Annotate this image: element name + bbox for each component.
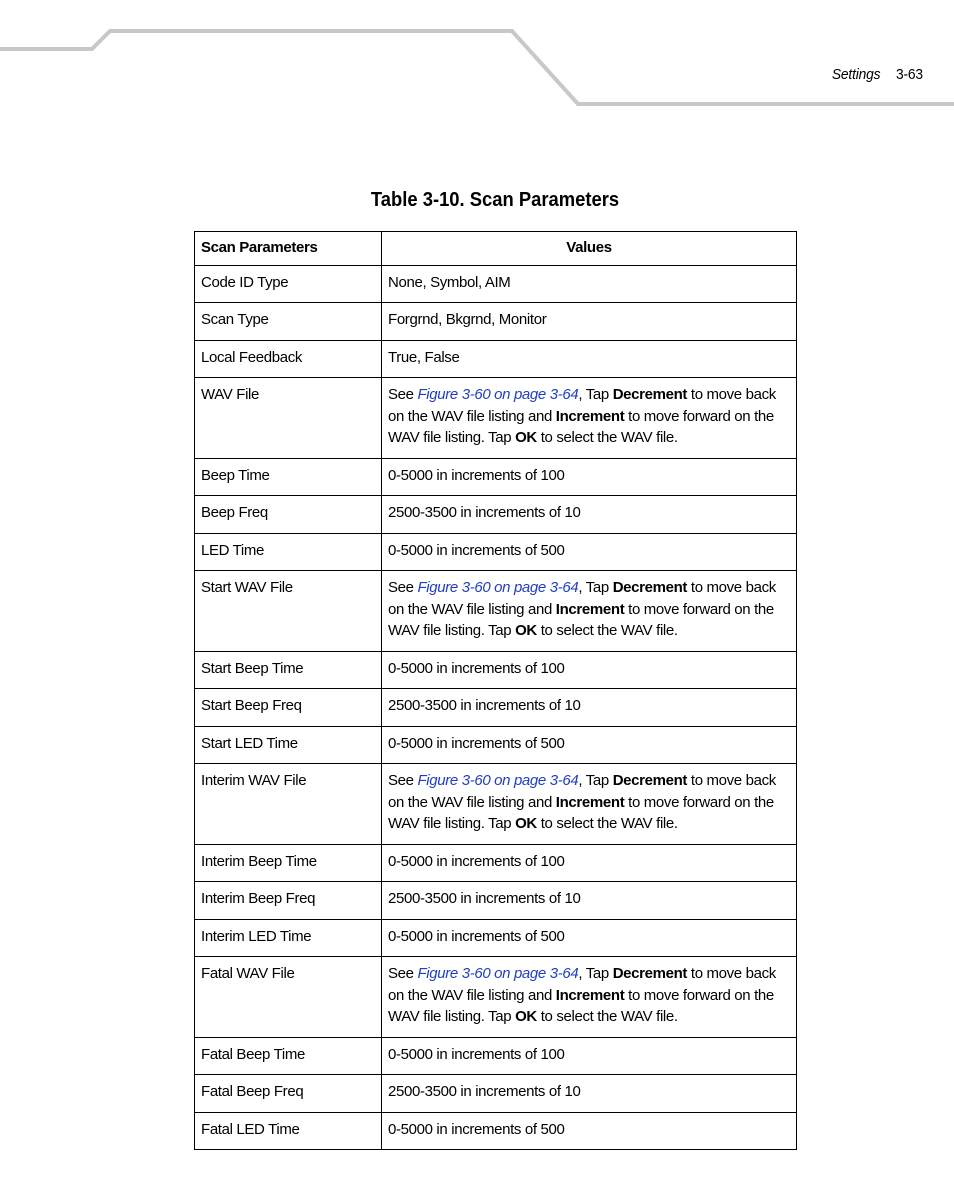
ok-term: OK — [515, 815, 537, 832]
value-text: to move forward on the WAV file listing. Tap — [388, 793, 774, 832]
value-text: to move back on the WAV file listing and — [388, 579, 776, 618]
parameter-name: Code ID Type — [195, 265, 382, 303]
scan-parameters-table — [194, 231, 797, 1150]
parameter-value: 0-5000 in increments of 100 — [382, 1037, 797, 1075]
value-text: See — [388, 386, 418, 403]
parameter-value: 0-5000 in increments of 100 — [382, 844, 797, 882]
table-body — [195, 265, 797, 1150]
increment-term: Increment — [555, 407, 625, 425]
parameter-name: WAV File — [195, 378, 382, 459]
table-row — [195, 844, 797, 882]
value-text: to select the WAV file. — [536, 429, 678, 446]
value-text: to move back on the WAV file listing and — [388, 772, 776, 811]
table-row — [195, 919, 797, 957]
value-text: to move back on the WAV file listing and — [388, 965, 776, 1004]
decrement-term: Decrement — [612, 772, 688, 789]
table-row — [195, 340, 797, 378]
parameter-value: None, Symbol, AIM — [382, 265, 797, 303]
parameter-name: Fatal Beep Freq — [195, 1075, 382, 1113]
parameter-name: Start WAV File — [195, 571, 382, 652]
parameter-name: Interim WAV File — [195, 764, 382, 845]
parameter-value: 2500-3500 in increments of 10 — [382, 882, 797, 920]
parameter-value: 0-5000 in increments of 100 — [382, 651, 797, 689]
figure-cross-reference-link[interactable]: Figure 3-60 on page 3-64 — [417, 965, 579, 982]
table-row — [195, 764, 797, 845]
table-row — [195, 303, 797, 341]
table-row — [195, 726, 797, 764]
parameter-value: 2500-3500 in increments of 10 — [382, 1075, 797, 1113]
value-text: to select the WAV file. — [536, 622, 678, 639]
parameter-name: Beep Freq — [195, 496, 382, 534]
parameter-value: 2500-3500 in increments of 10 — [382, 689, 797, 727]
parameter-value: 0-5000 in increments of 500 — [382, 726, 797, 764]
header-decorative-rule — [0, 0, 954, 110]
parameter-value: 0-5000 in increments of 500 — [382, 1112, 797, 1150]
page-number: 3-63 — [896, 66, 923, 83]
table-row — [195, 1037, 797, 1075]
parameter-name: Scan Type — [195, 303, 382, 341]
parameter-name: Fatal Beep Time — [195, 1037, 382, 1075]
parameter-value — [382, 571, 797, 652]
value-text: , Tap — [578, 965, 613, 982]
ok-term: OK — [515, 1008, 537, 1025]
parameter-name: Interim LED Time — [195, 919, 382, 957]
parameter-value: 0-5000 in increments of 500 — [382, 533, 797, 571]
table-row — [195, 378, 797, 459]
table-row — [195, 496, 797, 534]
table-row — [195, 265, 797, 303]
parameter-name: Fatal WAV File — [195, 957, 382, 1038]
table-row — [195, 458, 797, 496]
parameter-value: Forgrnd, Bkgrnd, Monitor — [382, 303, 797, 341]
parameter-name: Local Feedback — [195, 340, 382, 378]
ok-term: OK — [515, 429, 537, 446]
figure-cross-reference-link[interactable]: Figure 3-60 on page 3-64 — [417, 579, 579, 596]
table-row — [195, 571, 797, 652]
value-text: to move forward on the WAV file listing. Tap — [388, 407, 774, 446]
value-text: See — [388, 772, 418, 789]
decrement-term: Decrement — [612, 965, 688, 982]
value-text: to move forward on the WAV file listing. Tap — [388, 986, 774, 1025]
table-row — [195, 689, 797, 727]
parameter-value: True, False — [382, 340, 797, 378]
value-text: to select the WAV file. — [536, 815, 678, 832]
table-row — [195, 1112, 797, 1150]
parameter-name: Start Beep Time — [195, 651, 382, 689]
parameter-name: Interim Beep Freq — [195, 882, 382, 920]
value-text: , Tap — [578, 386, 613, 403]
value-text: See — [388, 579, 418, 596]
parameter-name: Start LED Time — [195, 726, 382, 764]
value-text: , Tap — [578, 772, 613, 789]
parameter-name: Interim Beep Time — [195, 844, 382, 882]
value-text: to move forward on the WAV file listing. Tap — [388, 600, 774, 639]
increment-term: Increment — [555, 600, 625, 618]
parameter-name: Beep Time — [195, 458, 382, 496]
running-head — [832, 66, 923, 83]
table-row — [195, 957, 797, 1038]
increment-term: Increment — [555, 793, 625, 811]
running-head-section: Settings — [832, 66, 881, 83]
parameter-value — [382, 378, 797, 459]
parameter-name: Start Beep Freq — [195, 689, 382, 727]
decrement-term: Decrement — [612, 386, 688, 403]
column-header-scan-parameters: Scan Parameters — [195, 232, 382, 266]
table-title: Table 3-10. Scan Parameters — [370, 189, 620, 211]
value-text: to move back on the WAV file listing and — [388, 386, 776, 425]
table-row — [195, 882, 797, 920]
parameter-value: 2500-3500 in increments of 10 — [382, 496, 797, 534]
column-header-values: Values — [382, 232, 797, 266]
increment-term: Increment — [555, 986, 625, 1004]
figure-cross-reference-link[interactable]: Figure 3-60 on page 3-64 — [417, 772, 579, 789]
parameter-value: 0-5000 in increments of 500 — [382, 919, 797, 957]
value-text: to select the WAV file. — [536, 1008, 678, 1025]
table-row — [195, 533, 797, 571]
table-row — [195, 651, 797, 689]
parameter-name: Fatal LED Time — [195, 1112, 382, 1150]
decrement-term: Decrement — [612, 579, 688, 596]
table-header-row — [195, 232, 797, 266]
parameter-value — [382, 764, 797, 845]
value-text: See — [388, 965, 418, 982]
parameter-value — [382, 957, 797, 1038]
ok-term: OK — [515, 622, 537, 639]
figure-cross-reference-link[interactable]: Figure 3-60 on page 3-64 — [417, 386, 579, 403]
parameter-value: 0-5000 in increments of 100 — [382, 458, 797, 496]
value-text: , Tap — [578, 579, 613, 596]
table-row — [195, 1075, 797, 1113]
parameter-name: LED Time — [195, 533, 382, 571]
